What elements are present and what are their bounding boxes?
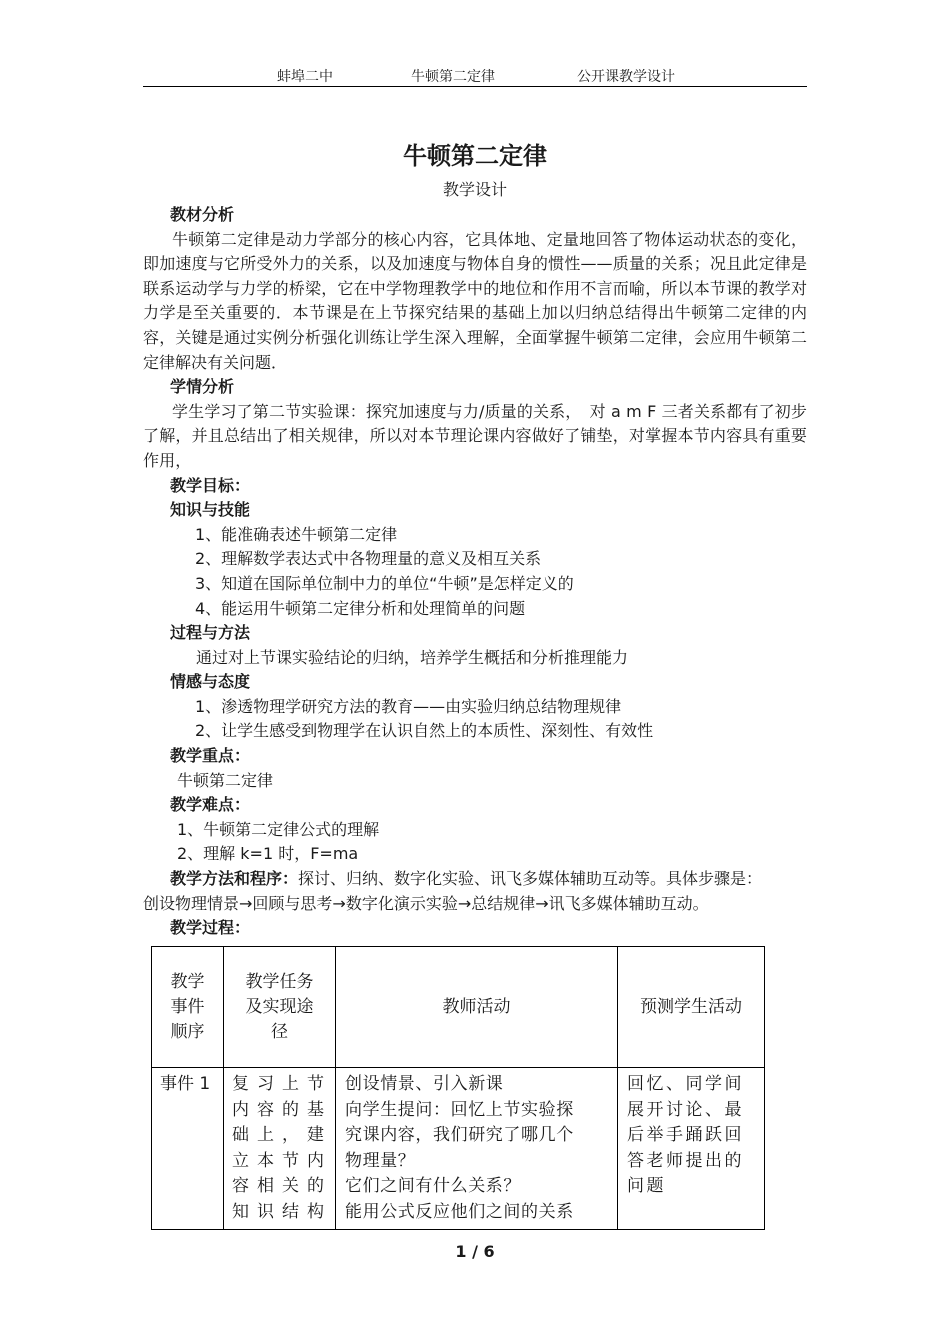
key-heading: 教学重点： <box>170 746 251 766</box>
emotion-item: 2、让学生感受到物理学在认识自然上的本质性、深刻性、有效性 <box>195 721 654 741</box>
knowledge-item: 1、能准确表述牛顿第二定律 <box>195 524 398 544</box>
header-type: 公开课教学设计 <box>577 69 675 85</box>
students-text: 学生学习了第二节实验课：探究加速度与力/质量的关系， 对 a m F 三者关系都有了初步了解，并且总结出了相关规律，所以对本节理论课内容做好了铺垫，对掌握本节内容具有重要作用， <box>143 401 807 470</box>
material-heading: 教材分析 <box>170 205 235 224</box>
difficulty-heading: 教学难点： <box>170 795 251 815</box>
cell-order: 事件 1 <box>152 1068 224 1230</box>
students-heading: 学情分析 <box>170 377 235 397</box>
knowledge-heading: 知识与技能 <box>170 500 251 520</box>
method-steps: 创设物理情景→回顾与思考→数字化演示实验→总结规律→讯飞多媒体辅助互动。 <box>143 893 709 913</box>
method-text: 探讨、归纳、数字化实验、讯飞多媒体辅助互动等。具体步骤是： <box>298 869 763 889</box>
page-number: 1 / 6 <box>455 1242 495 1261</box>
header-rule <box>143 86 807 87</box>
header-topic: 牛顿第二定律 <box>411 69 495 85</box>
method-heading: 教学方法和程序： <box>170 869 299 889</box>
emotion-heading: 情感与态度 <box>170 672 251 692</box>
goals-heading: 教学目标： <box>170 475 251 495</box>
cell-task: 复习上节 内容的基 础上，建 立本节内 容相关的 知识结构 <box>224 1068 336 1230</box>
header-cell-order: 教学 事件 顺序 <box>152 947 224 1068</box>
header-school: 蚌埠二中 <box>277 69 333 85</box>
table-header-row <box>152 947 765 1068</box>
page-header <box>143 66 806 86</box>
knowledge-item: 3、知道在国际单位制中力的单位“牛顿”是怎样定义的 <box>195 573 574 593</box>
difficulty-item: 1、牛顿第二定律公式的理解 <box>177 819 380 839</box>
table-row <box>152 1068 765 1230</box>
document-body <box>143 203 807 941</box>
method-line <box>143 867 807 892</box>
procedure-heading: 教学过程： <box>170 918 251 938</box>
document-title: 牛顿第二定律 <box>403 142 547 170</box>
header-cell-student: 预测学生活动 <box>618 947 765 1068</box>
key-text: 牛顿第二定律 <box>177 770 274 790</box>
knowledge-item: 4、能运用牛顿第二定律分析和处理简单的问题 <box>195 598 526 618</box>
cell-student: 回忆、同学间 展开讨论、最 后举手踊跃回 答老师提出的 问题 <box>618 1068 765 1230</box>
knowledge-item: 2、理解数学表达式中各物理量的意义及相互关系 <box>195 549 542 569</box>
header-cell-teacher: 教师活动 <box>336 947 618 1068</box>
cell-teacher: 创设情景、引入新课 向学生提问：回忆上节实验探 究课内容，我们研究了哪几个 物理量？ 它们之间有什么关系？ 能用公式反应他们之间的关系 <box>336 1068 618 1230</box>
process-heading: 过程与方法 <box>170 623 251 643</box>
emotion-item: 1、渗透物理学研究方法的教育——由实验归纳总结物理规律 <box>195 696 622 716</box>
difficulty-item: 2、理解 k=1 时，F=ma <box>177 844 359 864</box>
process-text: 通过对上节课实验结论的归纳，培养学生概括和分析推理能力 <box>196 647 629 667</box>
document-subtitle: 教学设计 <box>442 180 507 199</box>
material-text: 牛顿第二定律是动力学部分的核心内容，它具体地、定量地回答了物体运动状态的变化，即加速度与它所受外力的关系，以及加速度与物体自身的惯性——质量的关系；况且此定律是联系运动学与力学的桥梁，它在中学物理教学中的地位和作用不言而喻，所以本节课的教学对力学是至关重要的．本节课是在上节探究结果的基础上加以归纳总结得出牛顿第二定律的内容，关键是通过实例分析强化训练让学生深入理解，全面掌握牛顿第二定律，会应用牛顿第二定律解决有关问题． <box>143 229 807 372</box>
procedure-table <box>151 946 765 1230</box>
header-cell-task: 教学任务 及实现途 径 <box>224 947 336 1068</box>
